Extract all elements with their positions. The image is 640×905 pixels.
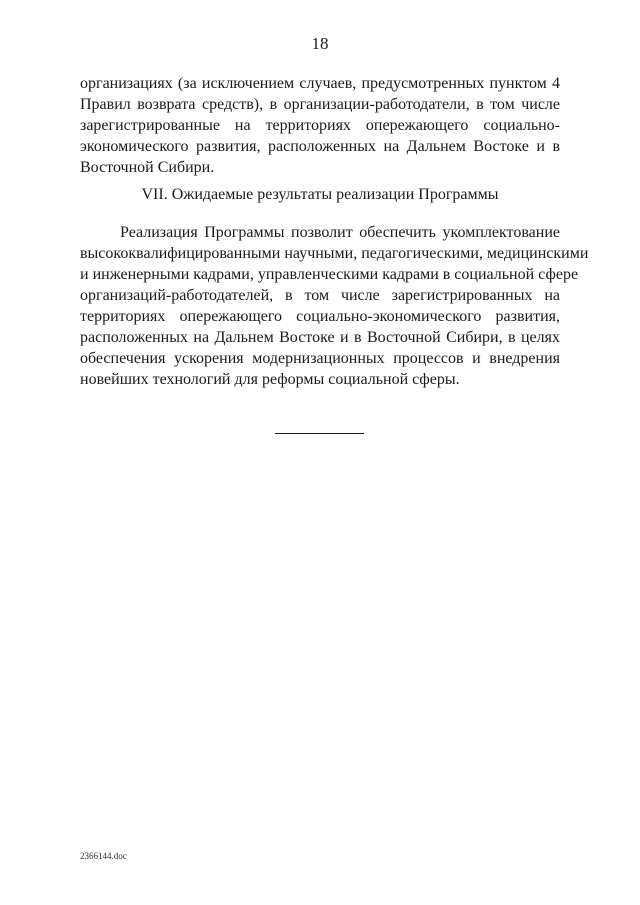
paragraph-line: расположенных на Дальнем Востоке и в Восточной Сибири, в целях (80, 329, 560, 346)
paragraph-line: Реализация Программы позволит обеспечить укомплектование (120, 224, 560, 241)
footer-filename: 2366144.doc (80, 851, 127, 861)
paragraph-line: и инженерными кадрами, управленческими кадрами в социальной сфере (80, 266, 579, 283)
paragraph-line: высококвалифицированными научными, педагогическими, медицинскими (80, 245, 589, 262)
continuation-paragraph (80, 73, 560, 178)
paragraph-line: обеспечения ускорения модернизационных процессов и внедрения (80, 350, 560, 367)
paragraph-line: Правил возврата средств), в организации-работодатели, в том числе (80, 96, 560, 113)
section-heading: VII. Ожидаемые результаты реализации Программы (141, 186, 499, 203)
paragraph-line: зарегистрированные на территориях опережающего социально- (80, 117, 560, 134)
paragraph-line: территориях опережающего социально-экономического развития, (80, 308, 560, 325)
paragraph-line: организациях (за исключением случаев, предусмотренных пунктом 4 (80, 75, 560, 92)
paragraph-line: экономического развития, расположенных на Дальнем Востоке и в (80, 138, 560, 155)
paragraph-line: организаций-работодателей, в том числе зарегистрированных на (80, 287, 560, 304)
paragraph-line: Восточной Сибири. (80, 159, 215, 176)
end-divider (275, 433, 364, 434)
paragraph-line: новейших технологий для реформы социальной сферы. (80, 371, 460, 388)
page-number: 18 (311, 34, 329, 53)
results-paragraph (80, 222, 589, 390)
